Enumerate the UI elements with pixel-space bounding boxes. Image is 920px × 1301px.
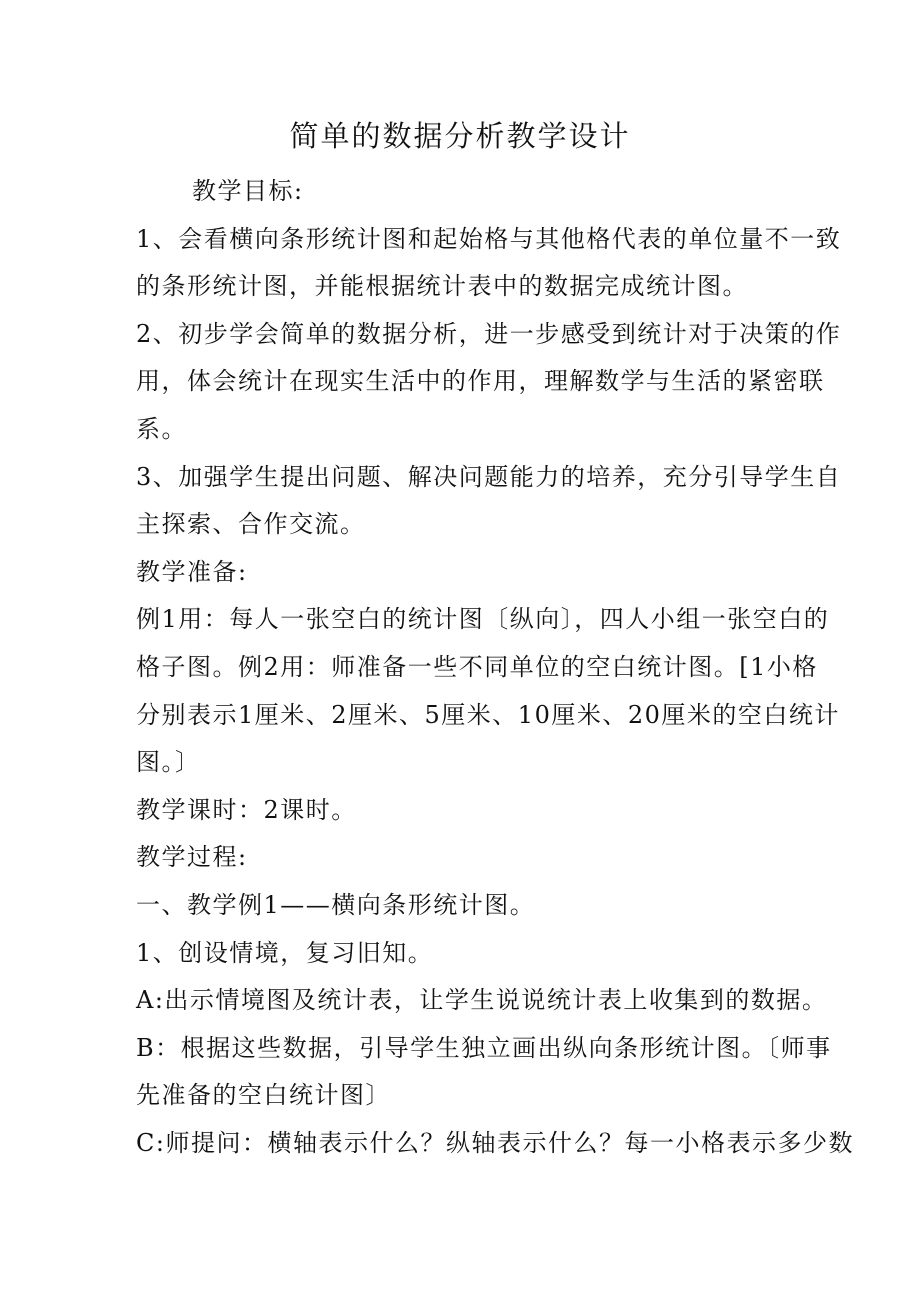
process-section-1: 一、教学例1——横向条形统计图。 [136,890,536,919]
heading-teaching-process: 教学过程: [136,843,248,872]
preparation-line-4: 图。〕 [136,748,201,777]
preparation-line-2: 格子图。例2用：师准备一些不同单位的空白统计图。[1小格 [136,652,818,681]
goal-1-line-2: 的条形统计图，并能根据统计表中的数据完成统计图。 [136,272,748,301]
goal-2-line-2: 用，体会统计在现实生活中的作用，理解数学与生活的紧密联 [136,367,825,396]
goal-2-line-1: 2、初步学会简单的数据分析，进一步感受到统计对于决策的作 [136,319,842,348]
process-item-c: C:师提问：横轴表示什么？纵轴表示什么？每一小格表示多少数 [136,1128,854,1157]
document-title: 简单的数据分析教学设计 [289,119,631,153]
document-body [136,168,854,1167]
goal-3-line-1: 3、加强学生提出问题、解决问题能力的培养，充分引导学生自 [136,462,842,491]
process-item-b-line-1: B：根据这些数据，引导学生独立画出纵向条形统计图。〔师事 [136,1033,832,1062]
process-item-a: A:出示情境图及统计表，让学生说说统计表上收集到的数据。 [136,986,828,1015]
process-item-b-line-2: 先准备的空白统计图〕 [136,1081,391,1110]
heading-teaching-preparation: 教学准备: [136,557,248,586]
teaching-hours: 教学课时：2课时。 [136,795,357,824]
heading-teaching-goals: 教学目标: [192,177,304,205]
preparation-line-1: 例1用：每人一张空白的统计图〔纵向〕，四人小组一张空白的 [136,605,830,634]
process-step-1: 1、创设情境，复习旧知。 [136,938,434,967]
goal-1-line-1: 1、会看横向条形统计图和起始格与其他格代表的单位量不一致 [136,224,842,253]
preparation-line-3: 分别表示1厘米、2厘米、5厘米、10厘米、20厘米的空白统计 [136,700,840,729]
goal-2-line-3: 系。 [136,414,187,443]
goal-3-line-2: 主探索、合作交流。 [136,510,366,539]
